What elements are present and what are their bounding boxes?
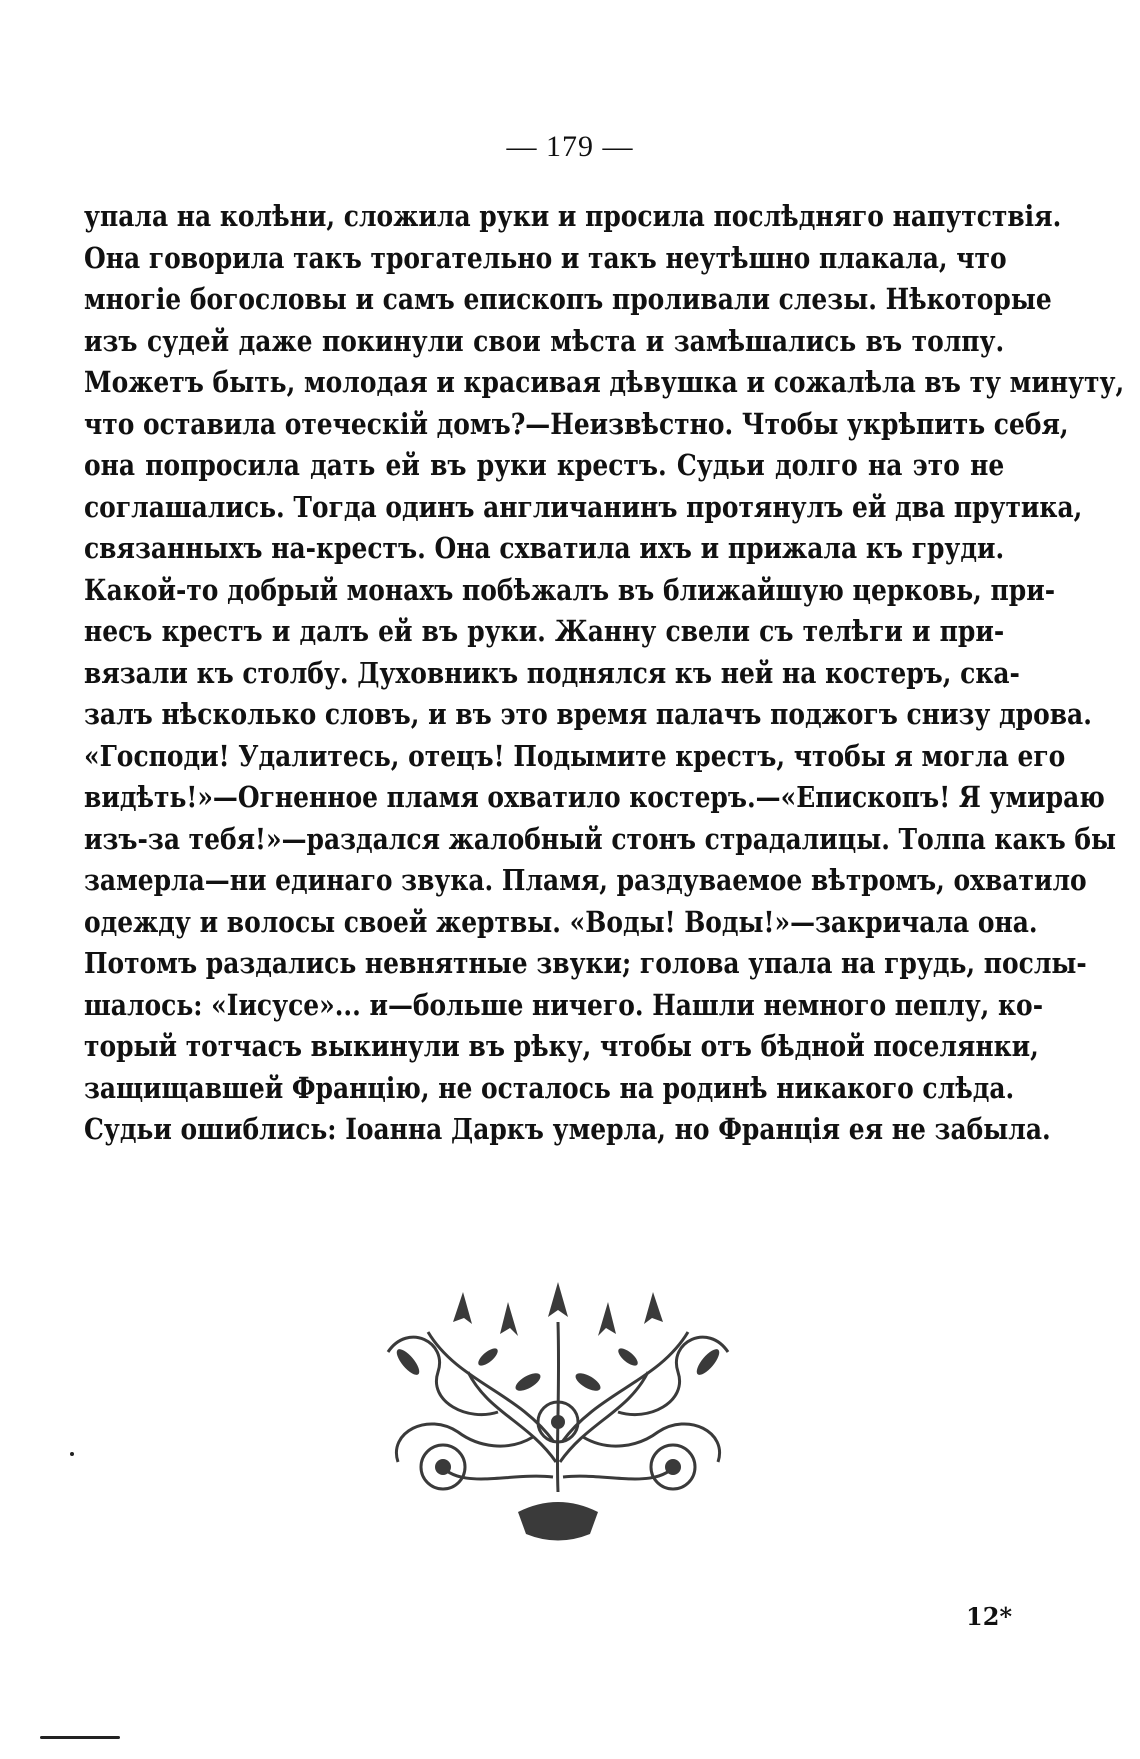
signature-mark: 12* <box>966 1602 1012 1631</box>
text-line: видѣть!»—Огненное пламя охватило костеръ.—«Епископъ! Я умираю <box>84 780 1105 814</box>
text-line: изъ судей даже покинули свои мѣста и замѣшались въ толпу. <box>84 323 1005 358</box>
text-line: она попросила дать ей въ руки крестъ. Судьи долго на это не <box>84 448 1005 482</box>
text-line: многіе богословы и самъ епископъ проливали слезы. Нѣкоторые <box>84 282 1052 316</box>
scan-speck <box>70 1452 74 1456</box>
text-line: Потомъ раздались невнятные звуки; голова упала на грудь, послы- <box>84 946 1087 980</box>
scan-speck <box>40 1736 120 1739</box>
body-text <box>84 196 1125 1151</box>
text-line: несъ крестъ и далъ ей въ руки. Жанну свели съ телѣги и при- <box>84 614 1005 648</box>
text-line: замерла—ни единаго звука. Пламя, раздуваемое вѣтромъ, охватило <box>84 863 1087 897</box>
text-line: соглашались. Тогда одинъ англичанинъ протянулъ ей два прутика, <box>84 489 1083 524</box>
text-line: Она говорила такъ трогательно и такъ неутѣшно плакала, что <box>84 240 1007 275</box>
text-line: торый тотчасъ выкинули въ рѣку, чтобы отъ бѣдной поселянки, <box>84 1029 1039 1063</box>
page-number: — 179 — <box>506 130 634 163</box>
text-line: Какой-то добрый монахъ побѣжалъ въ ближайшую церковь, при- <box>84 572 1056 607</box>
text-line: «Господи! Удалитесь, отецъ! Подымите крестъ, чтобы я могла его <box>84 738 1066 773</box>
text-line: Судьи ошиблись: Іоанна Даркъ умерла, но Франція ея не забыла. <box>84 1112 1051 1146</box>
text-line: вязали къ столбу. Духовникъ поднялся къ ней на костеръ, ска- <box>84 655 1020 690</box>
text-line: Можетъ быть, молодая и красивая дѣвушка и сожалѣла въ ту минуту, <box>84 365 1125 399</box>
floral-ornament-icon <box>368 1262 748 1582</box>
text-line: связанныхъ на-крестъ. Она схватила ихъ и прижала къ груди. <box>84 531 1005 565</box>
text-line: изъ-за тебя!»—раздался жалобный стонъ страдалицы. Толпа какъ бы <box>84 821 1117 856</box>
text-line: шалось: «Іисусе»... и—больше ничего. Нашли немного пеплу, ко- <box>84 987 1044 1022</box>
text-line: одежду и волосы своей жертвы. «Воды! Воды!»—закричала она. <box>84 904 1038 939</box>
text-line: защищавшей Францію, не осталось на родинѣ никакого слѣда. <box>84 1070 1015 1105</box>
text-line: залъ нѣсколько словъ, и въ это время палачъ поджогъ снизу дрова. <box>84 697 1092 731</box>
text-line: упала на колѣни, сложила руки и просила послѣдняго напутствія. <box>84 199 1062 233</box>
text-line: что оставила отеческій домъ?—Неизвѣстно. Чтобы укрѣпить себя, <box>84 406 1069 441</box>
